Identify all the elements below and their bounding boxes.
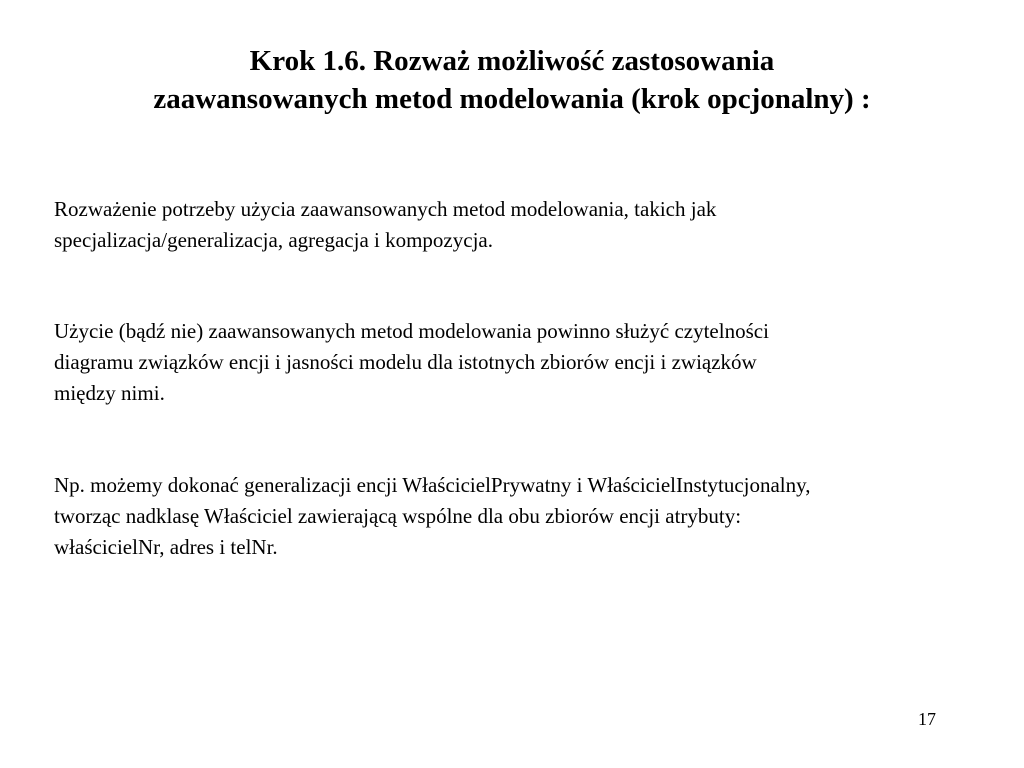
paragraph-line: właścicielNr, adres i telNr. [54, 535, 278, 559]
slide-title [40, 42, 984, 118]
paragraph-line: tworząc nadklasę Właściciel zawierającą wspólne dla obu zbiorów encji atrybuty: [54, 504, 742, 528]
paragraph-line: diagramu związków encji i jasności modelu dla istotnych zbiorów encji i związków [54, 350, 757, 374]
paragraph-line: Rozważenie potrzeby użycia zaawansowanych metod modelowania, takich jak [54, 197, 717, 221]
page-number: 17 [918, 709, 936, 729]
paragraph-line: Np. możemy dokonać generalizacji encji WłaścicielPrywatny i WłaścicielInstytucjonalny, [54, 473, 811, 497]
paragraph-line: specjalizacja/generalizacja, agregacja i kompozycja. [54, 228, 493, 252]
slide-title-line: zaawansowanych metod modelowania (krok opcjonalny) : [153, 83, 871, 115]
slide-title-line: Krok 1.6. Rozważ możliwość zastosowania [249, 45, 775, 77]
paragraph-readability-purpose [54, 316, 994, 409]
paragraph-line: między nimi. [54, 381, 165, 405]
paragraph-advanced-methods-consideration [54, 194, 994, 256]
paragraph-generalization-example [54, 470, 994, 563]
paragraph-line: Użycie (bądź nie) zaawansowanych metod modelowania powinno służyć czytelności [54, 319, 769, 343]
